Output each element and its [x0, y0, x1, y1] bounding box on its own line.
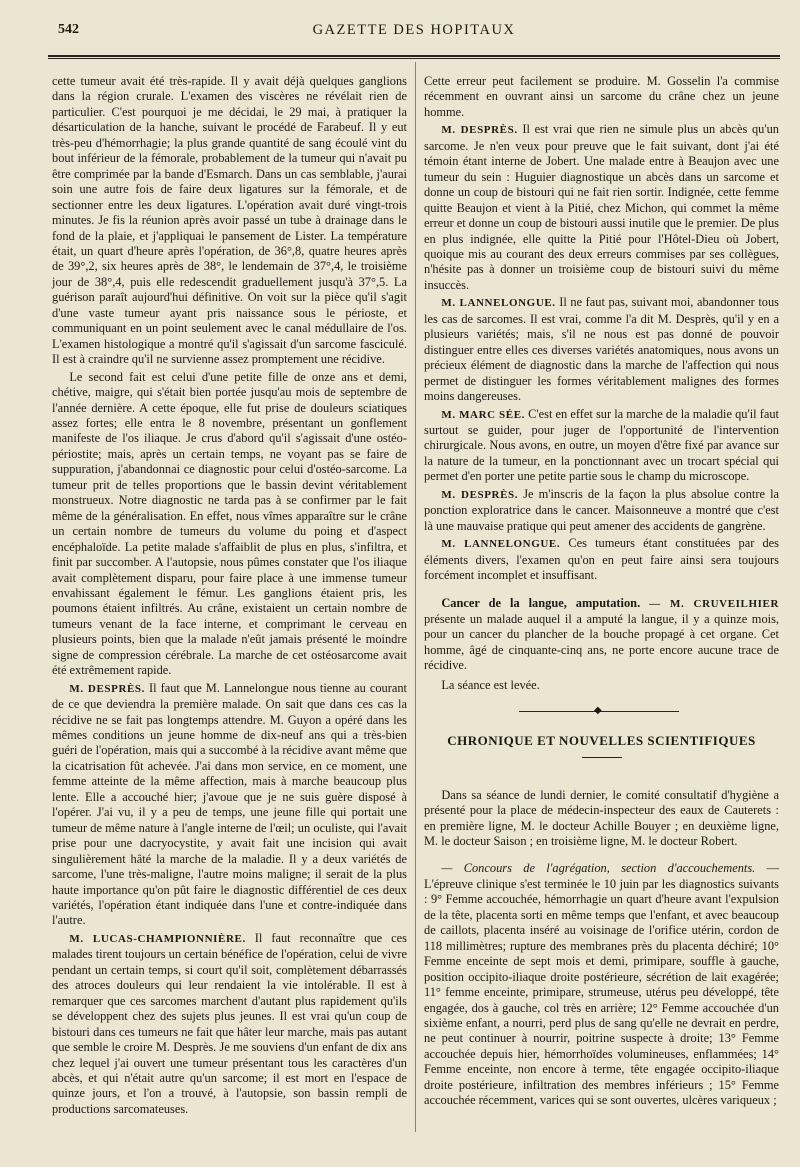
speech-paragraph — [424, 295, 779, 404]
speech-paragraph — [424, 536, 779, 583]
heading-rule — [582, 757, 622, 758]
speaker-name: — M. CRUVEILHIER — [649, 597, 779, 610]
speech-text: Ces tumeurs étant constituées par des éléments divers, l'examen qu'on en peut faire ainsi sera toujours forcément incomplet et insuffisant. — [424, 536, 780, 583]
diamond-icon: ◆ — [594, 705, 602, 717]
speech-text: Je m'inscris de la façon la plus absolue contre la ponction exploratrice dans le cancer. Maisonneuve a montré que c'est là une mauvaise pratique qui peut amener des accidents de gangrène. — [424, 486, 780, 533]
speech-paragraph — [424, 487, 779, 534]
speech-text: Il est vrai que rien ne simule plus un abcès qu'un sarcome. Je n'en veux pour preuve que le fait suivant, dont j'ai été témoin étant interne de Jobert. Une malade entre à Beaujon avec une tumeur du sein : Huguier diagnostique un abcès dans un sarcome et donne un coup de bistouri qui ne fait rien sortir. Indignée, cette femme quitte Beaujon et vient à la Pitié, chez Michon, qui commet la même erreur et donne un coup de bistouri aussi inutile que le premier. De plus en plus indignée, elle quitte la Pitié pour l'Hôtel-Dieu où Jobert, quoique mis au courant des deux erreurs commises par ses collègues, n'hésite pas à donner un troisième coup de bistouri suivi du même insuccès. — [424, 122, 779, 292]
page-header — [48, 22, 780, 46]
speaker-name: M. DESPRÈS. — [441, 488, 519, 501]
speech-paragraph — [52, 681, 407, 929]
column-divider — [415, 62, 416, 1132]
speech-text: C'est en effet sur la marche de la maladie qu'il faut surtout se guider, pour juger de l'opportunité de l'intervention chirurgicale. Nous avons, en outre, un moyen d'être fixé par avance sur la nature de la tumeur, en la ponctionnant avec un trocart spécial qui permet d'en porter une petite partie sous le champ du microscope. — [424, 406, 780, 484]
paragraph: Cette erreur peut facilement se produire. M. Gosselin l'a commise récemment en ouvrant ainsi un sarcome du crâne chez un jeune homme. — [424, 74, 779, 119]
chronique-heading: CHRONIQUE ET NOUVELLES SCIENTIFIQUES — [447, 733, 756, 749]
left-column — [52, 74, 407, 1119]
speech-text: Il faut reconnaître que ces malades tirent toujours un certain bénéfice de l'opération, celui de vivre pendant un certain temps, si court qu'il soit, complètement débarrassés des atroces douleurs qui leur rendaient la vie intolérable. Il est à remarquer que ces sarcomes marchent d'autant plus rapidement qu'ils se développent chez des sujets plus jeunes. Il est vrai qu'un coup de bistouri dans ces tumeurs ne fait que hâter leur marche, mais pas autant que semble le croire M. Desprès. Je me souviens d'un enfant de dix ans chez lequel j'ai ouvert une tumeur présentant tous les caractères d'un abcès, et qui n'était autre qu'un sarcome; il est mort en l'espace de quinze jours, et l'on a trouvé, à l'autopsie, son bassin rempli de productions sarcomateuses. — [52, 930, 407, 1116]
speech-text: Il ne faut pas, suivant moi, abandonner tous les cas de sarcomes. Il est vrai, comme l'a dit M. Desprès, qu'il y en a plusieurs variétés; mais, s'il ne nous est pas donné de pouvoir distinguer entre elles ces diverses variétés anatomiques, nous avons un précieux élément de diagnostic dans la marche de l'affection qui nous permet de distinguer les formes véritablement malignes des formes moins dangereuses. — [424, 295, 779, 404]
speaker-name: M. LUCAS-CHAMPIONNIÈRE. — [69, 932, 246, 945]
paragraph: cette tumeur avait été très-rapide. Il y avait déjà quelques ganglions dans la région crurale. L'examen des viscères ne révélait rien de particulier. C'est pourquoi je me décidai, le 29 mai, à pratiquer la désarticulation de la hanche, suivant le procédé de Farabeuf. Il y eut très-peu d'hémorrhagie; la plus grande quantité de sang écoulé vint du bout inférieur de la fémorale, probablement de la tumeur qui n'avait pu être comprimée par la bande d'Esmarch. Dans un cas semblable, j'aurai soin une autre fois de faire deux ligatures sur la fémorale, et de sectionner entre les deux ligatures. L'opération avait duré vingt-trois minutes. Je fis la réunion après avoir passé un tube à drainage dans le fond de la plaie, et j'appliquai le pansement de Lister. La température était, un quart d'heure après l'opération, de 36°,8, quatre heures après de 39°,2, six heures après de 38°, le lendemain de 37°,4, le troisième jour de 38°,4, puis elle redescendit graduellement jusqu'à 37°,5. La guérison paraît aujourd'hui définitive. On voit sur la pièce qu'il s'agit d'une vaste tumeur ayant pris naissance sous le périoste, et communiquant en un point seulement avec le canal médullaire de l'os. L'examen histologique a montré qu'il s'agissait d'un sarcome fasciculé. Il est à craindre qu'il ne survienne assez promptement une récidive. — [52, 74, 407, 367]
journal-title: GAZETTE DES HOPITAUX — [312, 22, 516, 38]
right-column — [424, 74, 779, 1111]
speaker-name: M. LANNELONGUE. — [441, 538, 561, 551]
speaker-name: M. MARC SÉE. — [441, 408, 526, 421]
section-paragraph — [424, 596, 779, 674]
speech-paragraph — [424, 407, 779, 485]
section-title: — Concours de l'agrégation, section d'accouchements. — [441, 861, 756, 876]
paragraph: Dans sa séance de lundi dernier, le comité consultatif d'hygiène a présenté pour la place de médecin-inspecteur des eaux de Cauterets : en première ligne, M. le docteur Achille Bouyer ; en deuxième ligne, M. le docteur Saison ; en troisième ligne, M. le docteur Robert. — [424, 787, 779, 849]
speaker-name: M. DESPRÈS. — [441, 124, 518, 137]
paragraph-text: — L'épreuve clinique s'est terminée le 10 juin par les diagnostics suivants : 9° Femme accouchée, hémorrhagie un quart d'heure avant l'expulsion de la tête, placenta sorti en même temps que l'enfant, et avec beaucoup de caillots, placenta inséré au voisinage de l'orifice utérin, cordon de 118 millimètres; rupture des membranes près du placenta déchiré; 10° Femme enceinte de sept mois et demi, primipare, souffle à gauche, position occipito-iliaque droite postérieure, sécrétion de lait exagérée; 11° femme enceinte, primipare, strumeuse, utérus peu développé, tête engagée, dos à gauche, col très en arrière; 12° Femme accouchée d'un sixième enfant, a nourri, perd plus de sang qu'elle ne devrait en perdre, ne peut continuer à nourrir, poitrine suspecte à droite; 13° Femme accouchée depuis hier, hémorrhoïdes volumineuses, enflammées; 14° Femme enceinte, non encore à terme, tête engagée occipito-iliaque droite postérieure, infiltration des membres inférieurs ; 15° Femme accouchée récemment, varices qui se sont ouvertes, ulcères variqueux ; — [424, 861, 779, 1108]
speech-paragraph — [52, 931, 407, 1117]
header-rule — [48, 55, 780, 59]
section-paragraph — [424, 861, 779, 1108]
speech-text: présente un malade auquel il a amputé la langue, il y a quinze mois, pour un cancer du plancher de la bouche propagé à cet organe. Cet homme, âgé de cinquante-cinq ans, ne porte encore aucune trace de récidive. — [424, 611, 779, 673]
section-title: Cancer de la langue, amputation. — [441, 595, 641, 610]
speaker-name: M. LANNELONGUE. — [441, 297, 556, 310]
paragraph: Le second fait est celui d'une petite fille de onze ans et demi, chétive, maigre, qui s'était bien portée jusqu'au mois de septembre de l'année dernière. A cette époque, elle fut prise de douleurs sciatiques assez fortes; elle entra le 8 novembre, présentant un gonflement manifeste de l'os iliaque. Je crus d'abord qu'il s'agissait d'une ostéo-périostite; mais, après un certain temps, ne voyant pas se faire de suppuration, j'abandonnai ce diagnostic pour celui d'ostéo-sarcome. La tumeur prit de telles proportions que le bassin devint véritablement monstrueux. Notre diagnostic ne tarda pas à se confirmer par le fait même de la généralisation. En effet, nous vîmes apparaître sur le crâne un certain nombre de tumeurs du volume du poing et d'aspect encéphaloïde. La petite malade s'affaiblit de plus en plus, s'infiltra, et finit par succomber. A l'autopsie, nous pûmes constater que l'os iliaque avait complètement disparu, pour faire place à une immense tumeur envahissant également le fémur. Les ganglions étaient pris, les poumons étaient infiltrés. Au crâne, existaient un certain nombre de tumeurs venant de la face interne, et comprimant le cerveau en plusieurs points, bien que la malade n'eût jamais présenté le moindre signe de compression cérébrale. La marche de cet ostéosarcome avait été extrêmement rapide. — [52, 369, 407, 678]
speech-paragraph — [424, 122, 779, 293]
speech-text: Il faut que M. Lannelongue nous tienne au courant de ce que deviendra la première malade. On sait que dans ces cas la récidive ne se fait pas longtemps attendre. M. Guyon a opéré dans les mêmes conditions un jeune homme de dix-neuf ans qui a très-bien guéri de l'opération, mais qui a succombé à la récidive avant même que la cicatrisation fût achevée. J'ai dans mon service, en ce moment, une femme atteinte de la même affection, mais à marche beaucoup plus lente. Elle a accouché hier; j'avoue que je ne suis guère disposé à l'opérer. J'ai vu, il y a peu de temps, une jeune fille qui portait une tumeur de même nature à l'angle interne de l'œil; un oculiste, qui l'avait prise pour une dacryocystite, y avait fait une incision qui avait singulièrement hâté la marche de la maladie. Il y a deux variétés de sarcome, l'une très-maligne, l'autre moins maligne; il serait de la plus haute importance qu'on pût faire le diagnostic différentiel de ces deux variétés, l'opération étant indiquée dans l'une et contre-indiquée dans l'autre. — [52, 680, 407, 928]
page-number: 542 — [58, 22, 79, 37]
speaker-name: M. DESPRÈS. — [69, 682, 146, 695]
section-ornament — [424, 707, 779, 715]
session-closing: La séance est levée. — [441, 677, 540, 692]
